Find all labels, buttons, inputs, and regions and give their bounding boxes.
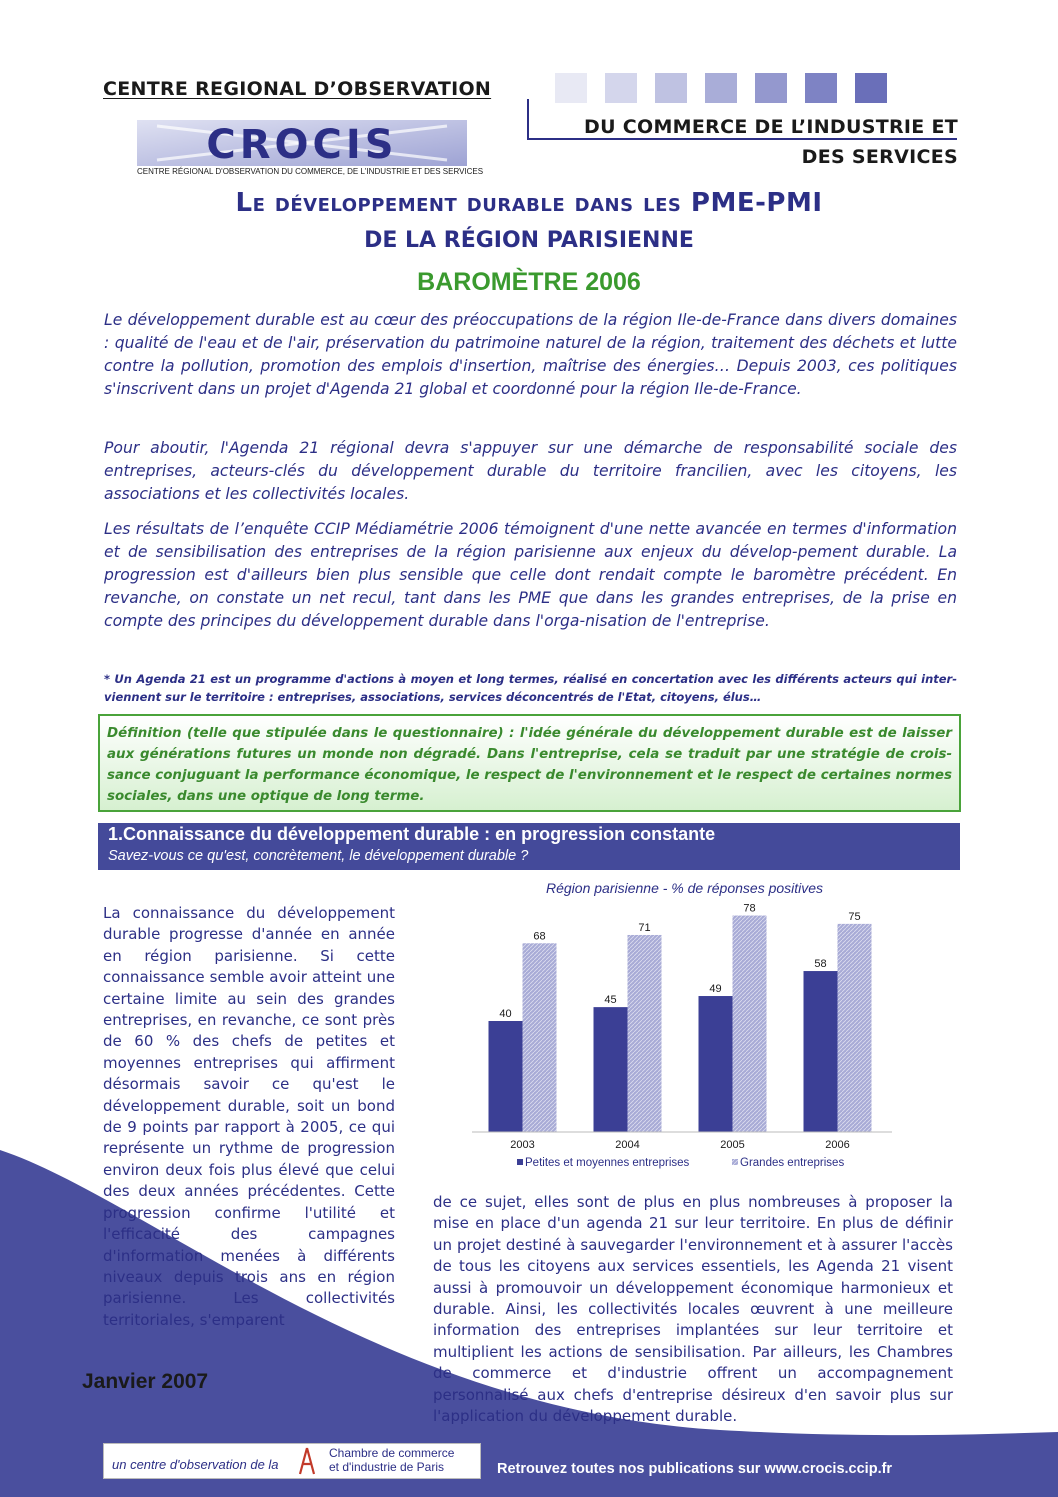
data-label: 49: [709, 983, 722, 996]
section-question: Savez-vous ce qu'est, concrètement, le développement durable ?: [108, 848, 529, 864]
footer-ccip-line-2: et d'industrie de Paris: [329, 1460, 445, 1474]
header-divider-horizontal: [527, 138, 957, 140]
bar-pme-2006: [804, 971, 838, 1132]
legend-swatch: [732, 1159, 738, 1165]
header-square: [755, 73, 787, 103]
footer-url-link[interactable]: Retrouvez toutes nos publications sur www.crocis.ccip.fr: [497, 1461, 893, 1477]
header-square: [605, 73, 637, 103]
x-tick-label: 2003: [510, 1139, 535, 1151]
definition-box: Définition (telle que stipulée dans le questionnaire) : l'idée générale du développement durable est de laisser aux générations futures un monde non dégradé. Dans l'entreprise, cela se traduit par une stratégie de crois-sance conjuguant la performance économique, le respect de l'environnement et le respect de certaines normes sociales, dans une optique de long terme.: [98, 714, 961, 812]
barometer-title: BAROMÈTRE 2006: [417, 268, 641, 296]
bar-pme-2003: [489, 1021, 523, 1132]
body-left-column: La connaissance du développement durable progresse d'année en année en région parisienne. Si cette connaissance semble avoir atteint une certaine limite au sein des grandes entreprises, en revanche, ce sont près de 60 % des chefs de petites et moyennes entreprises qui affirment désormais savoir ce qu'est le développement durable, soit un bond de 9 points par rapport à 2005, ce qui représente un rythme de progression environ deux fois plus élevé que celui des deux années précédentes. Cette progression confirme l'utilité et l'efficacité des campagnes d'information menées à différents niveaux depuis trois ans en région parisienne. Les collectivités territoriales, s'emparent: [103, 904, 395, 1329]
bar-pme-2005: [699, 996, 733, 1132]
legend-label: Grandes entreprises: [740, 1157, 845, 1169]
intro-paragraph-1: Le développement durable est au cœur des préoccupations de la région Ile-de-France dans divers domaines : qualité de l'eau et de l'air, préservation du patrimoine naturel de la région, traitement des déchets et lutte contre la pollution, promotion des emplois d'insertion, maîtrise des énergies… Depuis 2003, ces politiques s'inscrivent dans un projet d'Agenda 21 global et coordonné pour la région Ile-de-France.: [104, 311, 957, 398]
x-tick-label: 2005: [720, 1139, 745, 1151]
agenda-footnote: * Un Agenda 21 est un programme d'actions à moyen et long termes, réalisé en concertation avec les différents acteurs qui inter-viennent sur le territoire : entreprises, associations, services déconcentrés de l'Etat, citoyens, élus…: [104, 672, 957, 704]
header-square: [555, 73, 587, 103]
data-label: 68: [533, 930, 546, 943]
main-title: Le développement durable dans les PME-PMI: [235, 188, 823, 218]
logo-text: CROCIS: [206, 122, 398, 168]
header-square: [805, 73, 837, 103]
footer-center-label: un centre d'observation de la: [112, 1457, 279, 1472]
header-square: [705, 73, 737, 103]
bar-grandes-2003: [523, 943, 557, 1132]
sub-title: DE LA RÉGION PARISIENNE: [364, 228, 694, 253]
intro-paragraph-2: Pour aboutir, l'Agenda 21 régional devra s'appuyer sur une démarche de responsabilité sociale des entreprises, acteurs-clés du développement durable du territoire francilien, avec les citoyens, les associations et les collectivités locales.: [104, 439, 957, 503]
bar-chart: [462, 900, 902, 1180]
header-squares: [555, 73, 887, 103]
footer-ccip-line-1: Chambre de commerce: [329, 1446, 455, 1460]
ccip-logo-icon: [292, 1446, 322, 1476]
publication-date: Janvier 2007: [82, 1370, 209, 1393]
bar-grandes-2004: [628, 935, 662, 1132]
data-label: 71: [638, 921, 651, 934]
x-tick-label: 2004: [615, 1139, 640, 1151]
header-right-title-1: DU COMMERCE DE L’INDUSTRIE ET: [584, 116, 958, 138]
x-tick-label: 2006: [825, 1139, 850, 1151]
header-divider-vertical: [527, 99, 529, 139]
section-header: [98, 823, 960, 870]
header-square: [655, 73, 687, 103]
header-left-title: CENTRE REGIONAL D’OBSERVATION: [103, 78, 492, 100]
bar-grandes-2005: [733, 916, 767, 1132]
bar-grandes-2006: [838, 924, 872, 1132]
data-label: 78: [743, 902, 756, 915]
header-right-title-2: DES SERVICES: [801, 146, 958, 168]
section-title: 1.Connaissance du développement durable : en progression constante: [108, 824, 716, 844]
header-square: [855, 73, 887, 103]
bar-pme-2004: [594, 1007, 628, 1132]
legend-swatch: [517, 1159, 523, 1165]
logo-subtitle: CENTRE RÉGIONAL D'OBSERVATION DU COMMERCE, DE L'INDUSTRIE ET DES SERVICES: [137, 167, 484, 176]
data-label: 58: [814, 958, 827, 971]
body-right-column: de ce sujet, elles sont de plus en plus nombreuses à proposer la mise en place d'un agenda 21 sur leur territoire. En plus de définir un projet destiné à sauvegarder l'environnement et à assurer l'accès de tous les citoyens aux services essentiels, les Agenda 21 visent aussi à promouvoir un développement économique harmonieux et durable. Ainsi, les collectivités locales œuvrent à une meilleure information des entreprises implantées sur leur territoire et multiplient les actions de sensibilisation. Par ailleurs, les Chambres de commerce et d'industrie offrent un accompagnement personnalisé aux chefs d'entreprise désireux d'en savoir plus sur l'application du développement durable.: [433, 1193, 953, 1426]
data-label: 75: [848, 910, 861, 923]
data-label: 40: [499, 1008, 512, 1020]
chart-title: Région parisienne - % de réponses positives: [546, 880, 824, 896]
footer-ccip-box: [103, 1443, 481, 1479]
legend-label: Petites et moyennes entreprises: [525, 1157, 690, 1169]
data-label: 45: [604, 994, 617, 1007]
intro-paragraph-3: Les résultats de l’enquête CCIP Médiamétrie 2006 témoignent d'une nette avancée en termes d'information et de sensibilisation des entreprises de la région parisienne aux enjeux du dévelop-pement durable. La progression est d'ailleurs bien plus sensible que celle dont rendait compte le baromètre précédent. En revanche, on constate un net recul, tant dans les PME que dans les grandes entreprises, de la prise en compte des principes du développement durable dans l'orga-nisation de l'entreprise.: [104, 520, 957, 630]
